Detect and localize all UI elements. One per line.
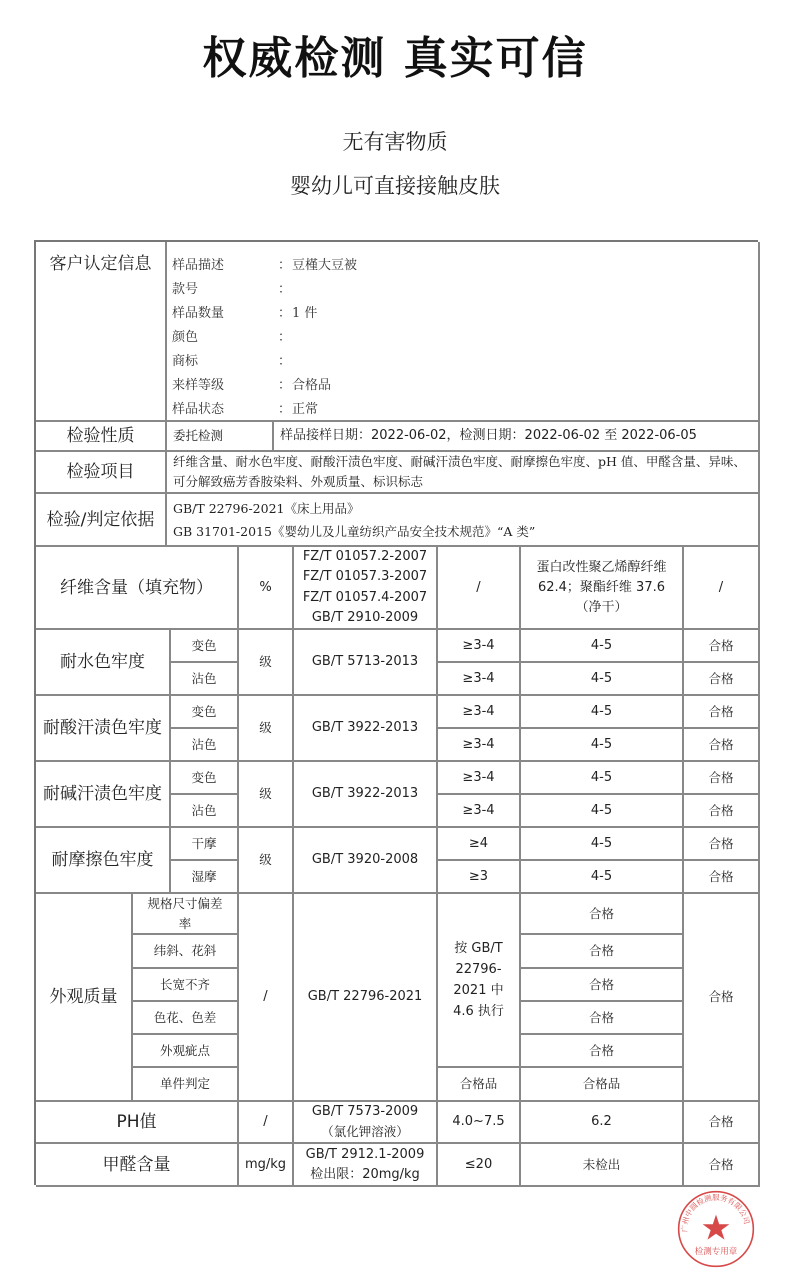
nature-type: 委托检测: [167, 422, 274, 452]
field-colon: ：: [278, 306, 292, 321]
basis-label: 检验/判定依据: [36, 494, 167, 547]
fastness-sub: 沾色: [171, 663, 239, 696]
formaldehyde-req: ≤20: [438, 1144, 521, 1187]
customer-info-label: 客户认定信息: [36, 242, 167, 422]
standard: FZ/T 01057.4-2007: [302, 589, 428, 605]
appearance-req: 合格品: [438, 1068, 521, 1102]
fastness-standard: GB/T 3922-2013: [294, 696, 438, 762]
fastness-sub: 湿摩: [171, 861, 239, 894]
standard: FZ/T 01057.2-2007: [302, 548, 428, 564]
field-value: 正常: [292, 402, 319, 417]
field-row: [167, 398, 758, 422]
appearance-result: 合格: [521, 1035, 684, 1068]
items-text: 纤维含量、耐水色牢度、耐酸汗渍色牢度、耐碱汗渍色牢度、耐摩擦色牢度、pH 值、甲醛含量、异味、可分解致癌芳香胺染料、外观质量、标识标志: [167, 452, 760, 494]
nature-label: 检验性质: [36, 422, 167, 452]
fiber-judgment: /: [684, 547, 760, 630]
field-key: 款号: [172, 282, 199, 297]
fastness-judgment: 合格: [684, 762, 760, 795]
appearance-sub: 外观疵点: [133, 1035, 239, 1068]
fiber-requirement: /: [438, 547, 521, 630]
fastness-sub: 干摩: [171, 828, 239, 861]
star-icon: [703, 1215, 730, 1240]
fastness-req: ≥3: [438, 861, 521, 894]
nature-dates: 样品接样日期：2022-06-02，检测日期：2022-06-02 至 2022-06-05: [274, 422, 760, 452]
field-row: [167, 302, 758, 326]
fastness-req: ≥3-4: [438, 696, 521, 729]
fastness-result: 4-5: [521, 861, 684, 894]
field-key: 样品状态: [172, 402, 225, 417]
official-seal-stamp: [676, 1189, 756, 1269]
standard-note: （氯化钾溶液）: [321, 1124, 409, 1139]
fastness-result: 4-5: [521, 828, 684, 861]
appearance-standard: GB/T 22796-2021: [294, 894, 438, 1102]
fastness-result: 4-5: [521, 630, 684, 663]
fastness-unit: 级: [239, 828, 294, 894]
formaldehyde-unit: mg/kg: [239, 1144, 294, 1187]
fastness-req: ≥3-4: [438, 795, 521, 828]
appearance-sub: 纬斜、花斜: [133, 935, 239, 969]
fastness-req: ≥4: [438, 828, 521, 861]
subtitle-baby-safe: 婴幼儿可直接接触皮肤: [290, 174, 500, 198]
fiber-label: 纤维含量（填充物）: [36, 547, 239, 630]
appearance-result: 合格品: [521, 1068, 684, 1102]
appearance-judgment: 合格: [684, 894, 760, 1102]
field-key: 样品描述: [172, 258, 225, 273]
field-value: 豆槿大豆被: [292, 258, 358, 273]
fastness-sub: 变色: [171, 696, 239, 729]
standard: FZ/T 01057.3-2007: [302, 569, 428, 584]
subtitle-no-harmful: 无有害物质: [342, 130, 448, 154]
ph-result: 6.2: [521, 1102, 684, 1144]
fastness-req: ≥3-4: [438, 762, 521, 795]
ph-label: PH值: [36, 1102, 239, 1144]
page-title: 权威检测 真实可信: [202, 33, 588, 84]
basis-line: GB 31701-2015《婴幼儿及儿童纺织产品安全技术规范》“A 类”: [173, 523, 536, 539]
fastness-result: 4-5: [521, 762, 684, 795]
field-key: 来样等级: [172, 378, 225, 393]
appearance-label: 外观质量: [36, 894, 133, 1102]
appearance-result: 合格: [521, 1002, 684, 1035]
field-colon: ：: [278, 330, 292, 345]
formaldehyde-label: 甲醛含量: [36, 1144, 239, 1187]
fastness-standard: GB/T 3922-2013: [294, 762, 438, 828]
fiber-standards: [294, 547, 438, 630]
fastness-label: 耐酸汗渍色牢度: [36, 696, 171, 762]
field-colon: ：: [278, 378, 292, 393]
formaldehyde-standard: [294, 1144, 438, 1187]
fastness-standard: GB/T 3920-2008: [294, 828, 438, 894]
appearance-sub: 长宽不齐: [133, 969, 239, 1002]
fastness-result: 4-5: [521, 729, 684, 762]
svg-text:广州中圆检测服务有限公司: [679, 1192, 751, 1232]
stamp-caption: 检测专用章: [694, 1247, 738, 1258]
field-row: [167, 374, 758, 398]
fastness-sub: 变色: [171, 762, 239, 795]
fastness-req: ≥3-4: [438, 729, 521, 762]
fastness-unit: 级: [239, 630, 294, 696]
formaldehyde-judgment: 合格: [684, 1144, 760, 1187]
field-row: [167, 326, 758, 350]
appearance-sub: 色花、色差: [133, 1002, 239, 1035]
appearance-result: 合格: [521, 935, 684, 969]
field-value: 1 件: [292, 306, 318, 321]
fiber-result: 蛋白改性聚乙烯醇纤维 62.4；聚酯纤维 37.6（净干）: [521, 547, 684, 630]
fastness-label: 耐水色牢度: [36, 630, 171, 696]
appearance-result: 合格: [521, 894, 684, 935]
fastness-result: 4-5: [521, 696, 684, 729]
fastness-judgment: 合格: [684, 729, 760, 762]
appearance-sub: 规格尺寸偏差率: [133, 894, 239, 935]
field-row: [167, 254, 758, 278]
fastness-sub: 沾色: [171, 729, 239, 762]
field-key: 样品数量: [172, 306, 225, 321]
fastness-judgment: 合格: [684, 795, 760, 828]
appearance-result: 合格: [521, 969, 684, 1002]
appearance-requirement: 按 GB/T 22796-2021 中 4.6 执行: [438, 894, 521, 1068]
items-label: 检验项目: [36, 452, 167, 494]
appearance-unit: /: [239, 894, 294, 1102]
field-colon: ：: [278, 354, 292, 369]
basis-text: [167, 494, 760, 547]
customer-info-fields: [167, 242, 760, 422]
field-row: [167, 350, 758, 374]
fastness-req: ≥3-4: [438, 663, 521, 696]
fastness-judgment: 合格: [684, 861, 760, 894]
appearance-sub: 单件判定: [133, 1068, 239, 1102]
field-colon: ：: [278, 282, 292, 297]
detection-limit: 检出限：20mg/kg: [310, 1166, 420, 1182]
fastness-judgment: 合格: [684, 828, 760, 861]
fastness-sub: 沾色: [171, 795, 239, 828]
field-key: 颜色: [172, 330, 199, 345]
fastness-unit: 级: [239, 696, 294, 762]
standard: GB/T 2910-2009: [311, 610, 419, 625]
field-key: 商标: [172, 354, 199, 369]
fastness-judgment: 合格: [684, 696, 760, 729]
fiber-unit: %: [239, 547, 294, 630]
test-report-table: [34, 240, 758, 1185]
field-colon: ：: [278, 258, 292, 273]
field-value: 合格品: [292, 378, 332, 393]
ph-judgment: 合格: [684, 1102, 760, 1144]
formaldehyde-result: 未检出: [521, 1144, 684, 1187]
fastness-result: 4-5: [521, 663, 684, 696]
fastness-judgment: 合格: [684, 630, 760, 663]
standard: GB/T 2912.1-2009: [305, 1146, 425, 1162]
stamp-company-text: 广州中圆检测服务有限公司: [680, 1193, 752, 1233]
field-row: [167, 278, 758, 302]
fastness-unit: 级: [239, 762, 294, 828]
fastness-standard: GB/T 5713-2013: [294, 630, 438, 696]
fastness-req: ≥3-4: [438, 630, 521, 663]
ph-standard: [294, 1102, 438, 1144]
fastness-judgment: 合格: [684, 663, 760, 696]
fastness-label: 耐碱汗渍色牢度: [36, 762, 171, 828]
ph-req: 4.0~7.5: [438, 1102, 521, 1144]
ph-unit: /: [239, 1102, 294, 1144]
fastness-sub: 变色: [171, 630, 239, 663]
basis-line: GB/T 22796-2021《床上用品》: [173, 500, 360, 516]
fastness-result: 4-5: [521, 795, 684, 828]
field-colon: ：: [278, 402, 292, 417]
fastness-label: 耐摩擦色牢度: [36, 828, 171, 894]
standard: GB/T 7573-2009: [311, 1104, 419, 1119]
